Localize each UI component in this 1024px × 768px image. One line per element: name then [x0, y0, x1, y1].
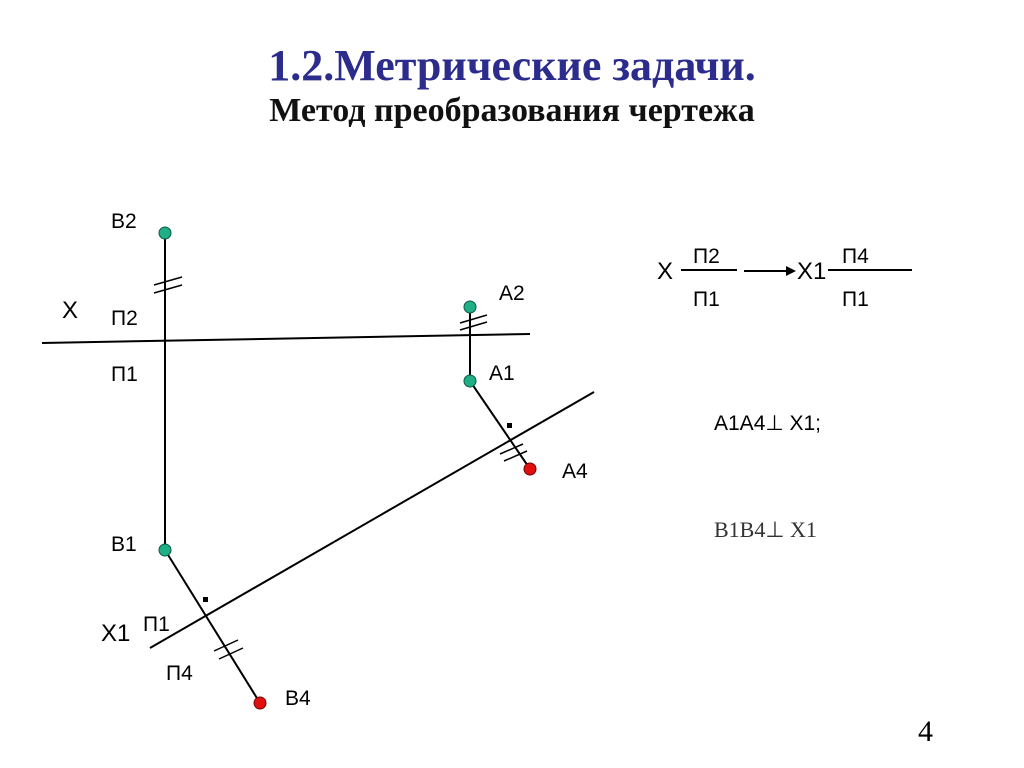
point-a1 [464, 375, 476, 387]
a1-a4-link-line [470, 381, 530, 469]
scheme-pi2: П2 [693, 245, 720, 268]
scheme-pi4: П4 [842, 245, 869, 268]
page-number: 4 [918, 715, 933, 748]
point-a4 [524, 463, 536, 475]
label-pi4-lower: П4 [166, 662, 193, 685]
page-subtitle: Метод преобразования чертежа [269, 92, 755, 129]
a-tick-mark [460, 322, 487, 330]
a-tick-mark [460, 315, 487, 323]
scheme-pi1-right: П1 [842, 288, 869, 311]
right-angle-dot [507, 423, 512, 428]
relation-b1b4: B1B4⊥ X1 [714, 517, 817, 542]
point-b4 [254, 697, 266, 709]
b-tick-mark [154, 277, 182, 285]
point-b2 [159, 227, 171, 239]
scheme-x1: X1 [797, 258, 827, 285]
page-title: 1.2.Метрические задачи. [268, 41, 756, 90]
label-pi1-lower: П1 [143, 613, 170, 636]
relation-a1a4: A1A4⊥ X1; [714, 412, 822, 435]
axis-x1-line [150, 392, 594, 648]
point-a2 [464, 301, 476, 313]
right-angle-dot [203, 597, 208, 602]
point-b1 [159, 544, 171, 556]
label-x1-axis: X1 [101, 620, 131, 647]
label-x-axis: X [62, 297, 79, 324]
label-pi1-upper: П1 [111, 363, 138, 386]
label-b2: B2 [111, 210, 137, 233]
label-a4: A4 [562, 460, 588, 483]
scheme-pi1-left: П1 [693, 288, 720, 311]
label-b4: B4 [285, 687, 311, 710]
axis-x-line [42, 334, 530, 343]
label-a1: A1 [489, 362, 515, 385]
label-a2: A2 [499, 282, 525, 305]
label-b1: B1 [111, 533, 137, 556]
scheme-arrow-head [786, 266, 796, 276]
scheme-x: X [657, 258, 674, 285]
b-tick-mark [154, 285, 182, 293]
label-pi2-upper: П2 [111, 307, 138, 330]
